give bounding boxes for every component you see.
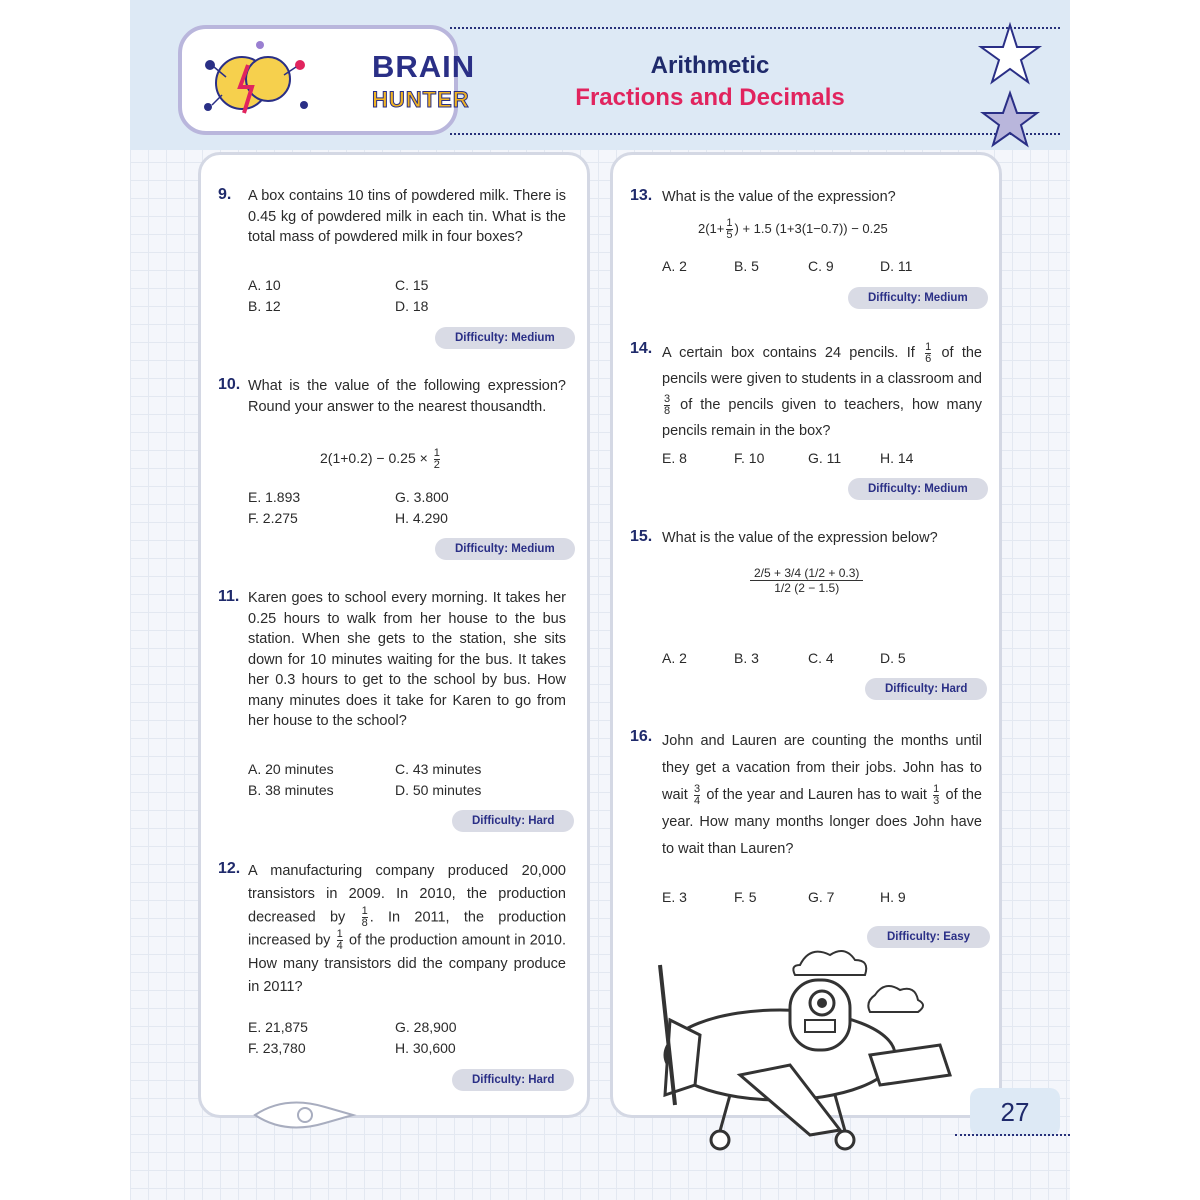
fraction: $\frac{1}{3}$ <box>933 782 940 807</box>
option: C. 15 <box>395 277 429 293</box>
option: C. 9 <box>808 258 834 274</box>
star-icon <box>975 15 1045 155</box>
page-number-dotted-line <box>955 1134 1070 1136</box>
option: A. 20 minutes <box>248 761 334 777</box>
option: B. 3 <box>734 650 759 666</box>
option: G. 28,900 <box>395 1019 457 1035</box>
difficulty-badge: Difficulty: Medium <box>848 287 988 309</box>
option: G. 11 <box>808 450 842 466</box>
question-15-expression: 2/5 + 3/4 (1/2 + 0.3) 1/2 (2 − 1.5) <box>750 566 863 595</box>
option: H. 4.290 <box>395 510 448 526</box>
question-number: 10. <box>218 376 241 393</box>
logo-hunter-text: HUNTER <box>372 87 470 112</box>
option: G. 7 <box>808 889 835 905</box>
fraction: $\frac{1}{2}$ <box>433 447 440 471</box>
difficulty-badge: Difficulty: Easy <box>867 926 990 948</box>
option: F. 2.275 <box>248 510 298 526</box>
option: D. 5 <box>880 650 906 666</box>
brain-hunter-logo <box>178 25 476 135</box>
question-14-text: A certain box contains 24 pencils. If $\frac{1}{6}$ of the pencils were given to students in a classroom and $\frac{3}{8}$ of the pencils given to teachers, how many pencils remain in the box? <box>662 340 983 439</box>
fraction: $\frac{1}{5}$ <box>726 217 733 241</box>
fraction: $\frac{1}{8}$ <box>361 905 368 929</box>
option: G. 3.800 <box>395 489 449 505</box>
question-number: 9. <box>218 186 232 203</box>
option: A. 2 <box>662 650 687 666</box>
question-16-text: John and Lauren are counting the months until they get a vacation from their jobs. John has to wait $\frac{3}{4}$ of the year and Lauren has to wait $\frac{1}{3}$ of the year. How many months longer does John have to wait than Lauren? <box>662 733 982 857</box>
workbook-page <box>130 0 1070 1200</box>
option: E. 3 <box>662 889 687 905</box>
option: B. 12 <box>248 298 281 314</box>
question-10-expression <box>320 448 442 471</box>
question-number: 16. <box>630 728 653 745</box>
question-9-text: A box contains 10 tins of powdered milk. There is 0.45 kg of powdered milk in each tin. What is the total mass of powdered milk in four boxes? <box>248 188 566 245</box>
option: F. 10 <box>734 450 765 466</box>
header-dotted-line-top <box>450 27 1060 29</box>
option: C. 4 <box>808 650 834 666</box>
difficulty-badge: Difficulty: Medium <box>435 538 575 560</box>
question-11-text: Karen goes to school every morning. It takes her 0.25 hours to walk from her house to the bus station. When she gets to the station, she sits down for 10 minutes waiting for the bus. It takes her 0.3 hours to get to the school by bus. How many minutes does it take for Karen to go from her house to the school? <box>248 590 566 729</box>
question-12-text: A manufacturing company produced 20,000 transistors in 2009. In 2010, the production decreased by $\frac{1}{8}$ . In 2011, the production increased by $\frac{1}{4}$ of the production amount in 2010. How many transistors did the company produce in 2011? <box>248 863 567 995</box>
option: D. 50 minutes <box>395 782 482 798</box>
question-13-expression: 2(1+ $\frac{1}{5}$ ) + 1.5 (1+3(1−0.7)) − 0.25 <box>698 217 888 241</box>
option: A. 2 <box>662 258 687 274</box>
difficulty-badge: Difficulty: Medium <box>848 478 988 500</box>
option: H. 9 <box>880 889 906 905</box>
option: E. 1.893 <box>248 489 301 505</box>
option: A. 10 <box>248 277 281 293</box>
difficulty-badge: Difficulty: Hard <box>452 810 574 832</box>
option: D. 11 <box>880 258 913 274</box>
question-number: 13. <box>630 187 653 204</box>
rocket-icon <box>245 1085 365 1145</box>
brain-icon <box>200 35 320 135</box>
option: E. 21,875 <box>248 1019 308 1035</box>
question-number: 12. <box>218 860 241 877</box>
difficulty-badge: Difficulty: Hard <box>452 1069 574 1091</box>
subject-title: Arithmetic <box>650 52 770 79</box>
option: F. 5 <box>734 889 757 905</box>
option: E. 8 <box>662 450 687 466</box>
question-number: 14. <box>630 340 653 357</box>
page-number: 27 <box>970 1088 1060 1136</box>
option: H. 14 <box>880 450 914 466</box>
difficulty-badge: Difficulty: Hard <box>865 678 987 700</box>
option: D. 18 <box>395 298 429 314</box>
expression-text: 2(1+0.2) − 0.25 × <box>320 450 428 467</box>
question-13-text: What is the value of the expression? <box>662 189 896 205</box>
fraction: $\frac{3}{4}$ <box>694 782 701 807</box>
question-15-text: What is the value of the expression below? <box>662 530 938 546</box>
question-10-text: What is the value of the following expression? Round your answer to the nearest thousandth. <box>248 378 566 415</box>
question-number: 11. <box>218 588 240 605</box>
header-dotted-line-bottom <box>450 133 1060 135</box>
topic-title: Fractions and Decimals <box>575 84 845 111</box>
fraction: $\frac{1}{6}$ <box>925 340 932 365</box>
difficulty-badge: Difficulty: Medium <box>435 327 575 349</box>
fraction: $\frac{3}{8}$ <box>664 392 671 417</box>
option: F. 23,780 <box>248 1040 306 1056</box>
option: H. 30,600 <box>395 1040 456 1056</box>
airplane-illustration <box>640 935 970 1155</box>
fraction: $\frac{1}{4}$ <box>336 928 343 953</box>
logo-brain-text: BRAIN <box>372 49 476 84</box>
question-number: 15. <box>630 528 653 545</box>
option: B. 5 <box>734 258 759 274</box>
option: C. 43 minutes <box>395 761 482 777</box>
option: B. 38 minutes <box>248 782 334 798</box>
